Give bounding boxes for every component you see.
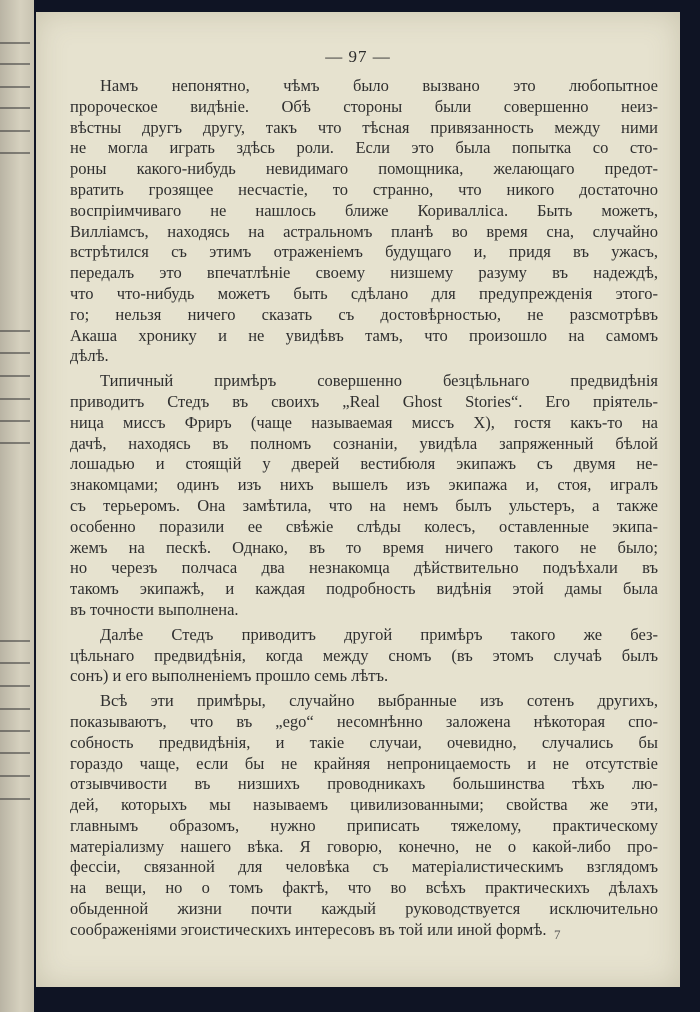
page-body-text [70, 76, 658, 941]
text-line: отзывчивости въ низшихъ проводникахъ большинства тѣхъ лю- [70, 774, 658, 794]
page-number: — 97 — [325, 47, 391, 66]
text-line: жемъ на пескѣ. Однако, въ то время ничего такого не было; [70, 537, 658, 557]
text-line: дѣлѣ. [70, 346, 109, 366]
text-line: соображеніями эгоистическихъ интересовъ въ той или иной формѣ. [70, 919, 547, 939]
paragraph [70, 76, 658, 367]
text-line: знакомцами; одинъ изъ нихъ вышелъ изъ экипажа и, стоя, игралъ [70, 475, 658, 495]
text-line: встрѣтился съ этимъ отраженіемъ будущаго и, придя въ ужасъ, [70, 242, 658, 262]
text-line: показываютъ, что въ „ego“ несомнѣнно заложена нѣкоторая спо- [70, 711, 658, 731]
text-line: дачѣ, находясь въ полномъ сознаніи, увидѣла запряженный бѣлой [70, 433, 658, 453]
text-line: роны какого-нибудь невидимаго помощника, желающаго предот- [70, 159, 658, 179]
text-line: ница миссъ Фриръ (чаще называемая миссъ Х), гостя какъ-то на [70, 412, 658, 432]
text-line: вратить грозящее несчастіе, то странно, что никого достаточно [70, 179, 658, 199]
text-line: приводитъ Стедъ въ своихъ „Real Ghost Stories“. Его пріятель- [70, 391, 658, 411]
paragraph [70, 625, 658, 687]
text-line: сонъ) и его выполненіемъ прошло семь лѣтъ. [70, 666, 389, 686]
paragraph [70, 371, 658, 621]
text-line: гораздо чаще, если бы не крайняя непроницаемость и не отсутствіе [70, 753, 658, 773]
text-line: Вилліамсъ, находясь на астральномъ планѣ во время сна, случайно [70, 221, 658, 241]
paragraph [70, 691, 658, 941]
text-line: матеріализму нашего вѣка. Я говорю, конечно, не о какой-либо про- [70, 836, 658, 856]
text-line: воспріимчиваго не нашлось ближе Коривалліса. Быть можетъ, [70, 200, 658, 220]
text-line: Далѣе Стедъ приводитъ другой примѣръ такого же без- [100, 624, 658, 644]
text-line: передалъ это впечатлѣніе своему низшему разуму въ надеждѣ, [70, 263, 658, 283]
text-line: но черезъ полчаса два незнакомца дѣйствительно подъѣхали въ [70, 558, 658, 578]
text-line: фессіи, связанной для человѣка съ матеріалистическимъ взглядомъ [70, 857, 658, 877]
signature-mark: 7 [554, 927, 561, 942]
text-line: особенно поразили ее свѣжіе слѣды колесъ, оставленные экипа- [70, 516, 658, 536]
book-page [36, 12, 680, 987]
previous-page-edge [0, 0, 34, 1012]
text-line: Всѣ эти примѣры, случайно выбранные изъ сотенъ другихъ, [100, 691, 658, 711]
text-line: дей, которыхъ мы называемъ цивилизованными; свойства же эти, [70, 795, 658, 815]
text-line: вѣстны другъ другу, такъ что тѣсная привязанность между ними [70, 117, 658, 137]
text-line: го; нельзя ничего сказать съ достовѣрностью, не разсмотрѣвъ [70, 304, 658, 324]
text-line: цѣльнаго предвидѣнія, когда между сномъ (въ этомъ случаѣ былъ [70, 645, 658, 665]
text-line: Типичный примѣръ совершенно безцѣльнаго предвидѣнія [100, 371, 658, 391]
text-line: главнымъ образомъ, нужно приписать тяжелому, практическому [70, 815, 658, 835]
text-line: не могла играть здѣсь роли. Если это была попытка со сто- [70, 138, 658, 158]
text-line: пророческое видѣніе. Обѣ стороны были совершенно неиз- [70, 96, 658, 116]
text-line: лошадью и стоящій у дверей вестибюля экипажъ съ двумя не- [70, 454, 658, 474]
text-line: на вещи, но о томъ фактѣ, что во всѣхъ практическихъ дѣлахъ [70, 878, 658, 898]
text-line: въ точности выполнена. [70, 599, 239, 619]
text-line: обыденной жизни почти каждый руководствуется исключительно [70, 899, 658, 919]
text-line: Намъ непонятно, чѣмъ было вызвано это любопытное [100, 76, 658, 95]
text-line: собность предвидѣнія, и такіе случаи, очевидно, случались бы [70, 732, 658, 752]
text-line: такомъ экипажѣ, и каждая подробность видѣнія этой дамы была [70, 579, 658, 599]
text-line: съ терьеромъ. Она замѣтила, что на немъ былъ ульстеръ, а также [70, 495, 658, 515]
text-line: Акаша хронику и не увидѣвъ тамъ, что произошло на самомъ [70, 325, 658, 345]
text-line: что что-нибудь можетъ быть сдѣлано для предупрежденія этого- [70, 283, 658, 303]
